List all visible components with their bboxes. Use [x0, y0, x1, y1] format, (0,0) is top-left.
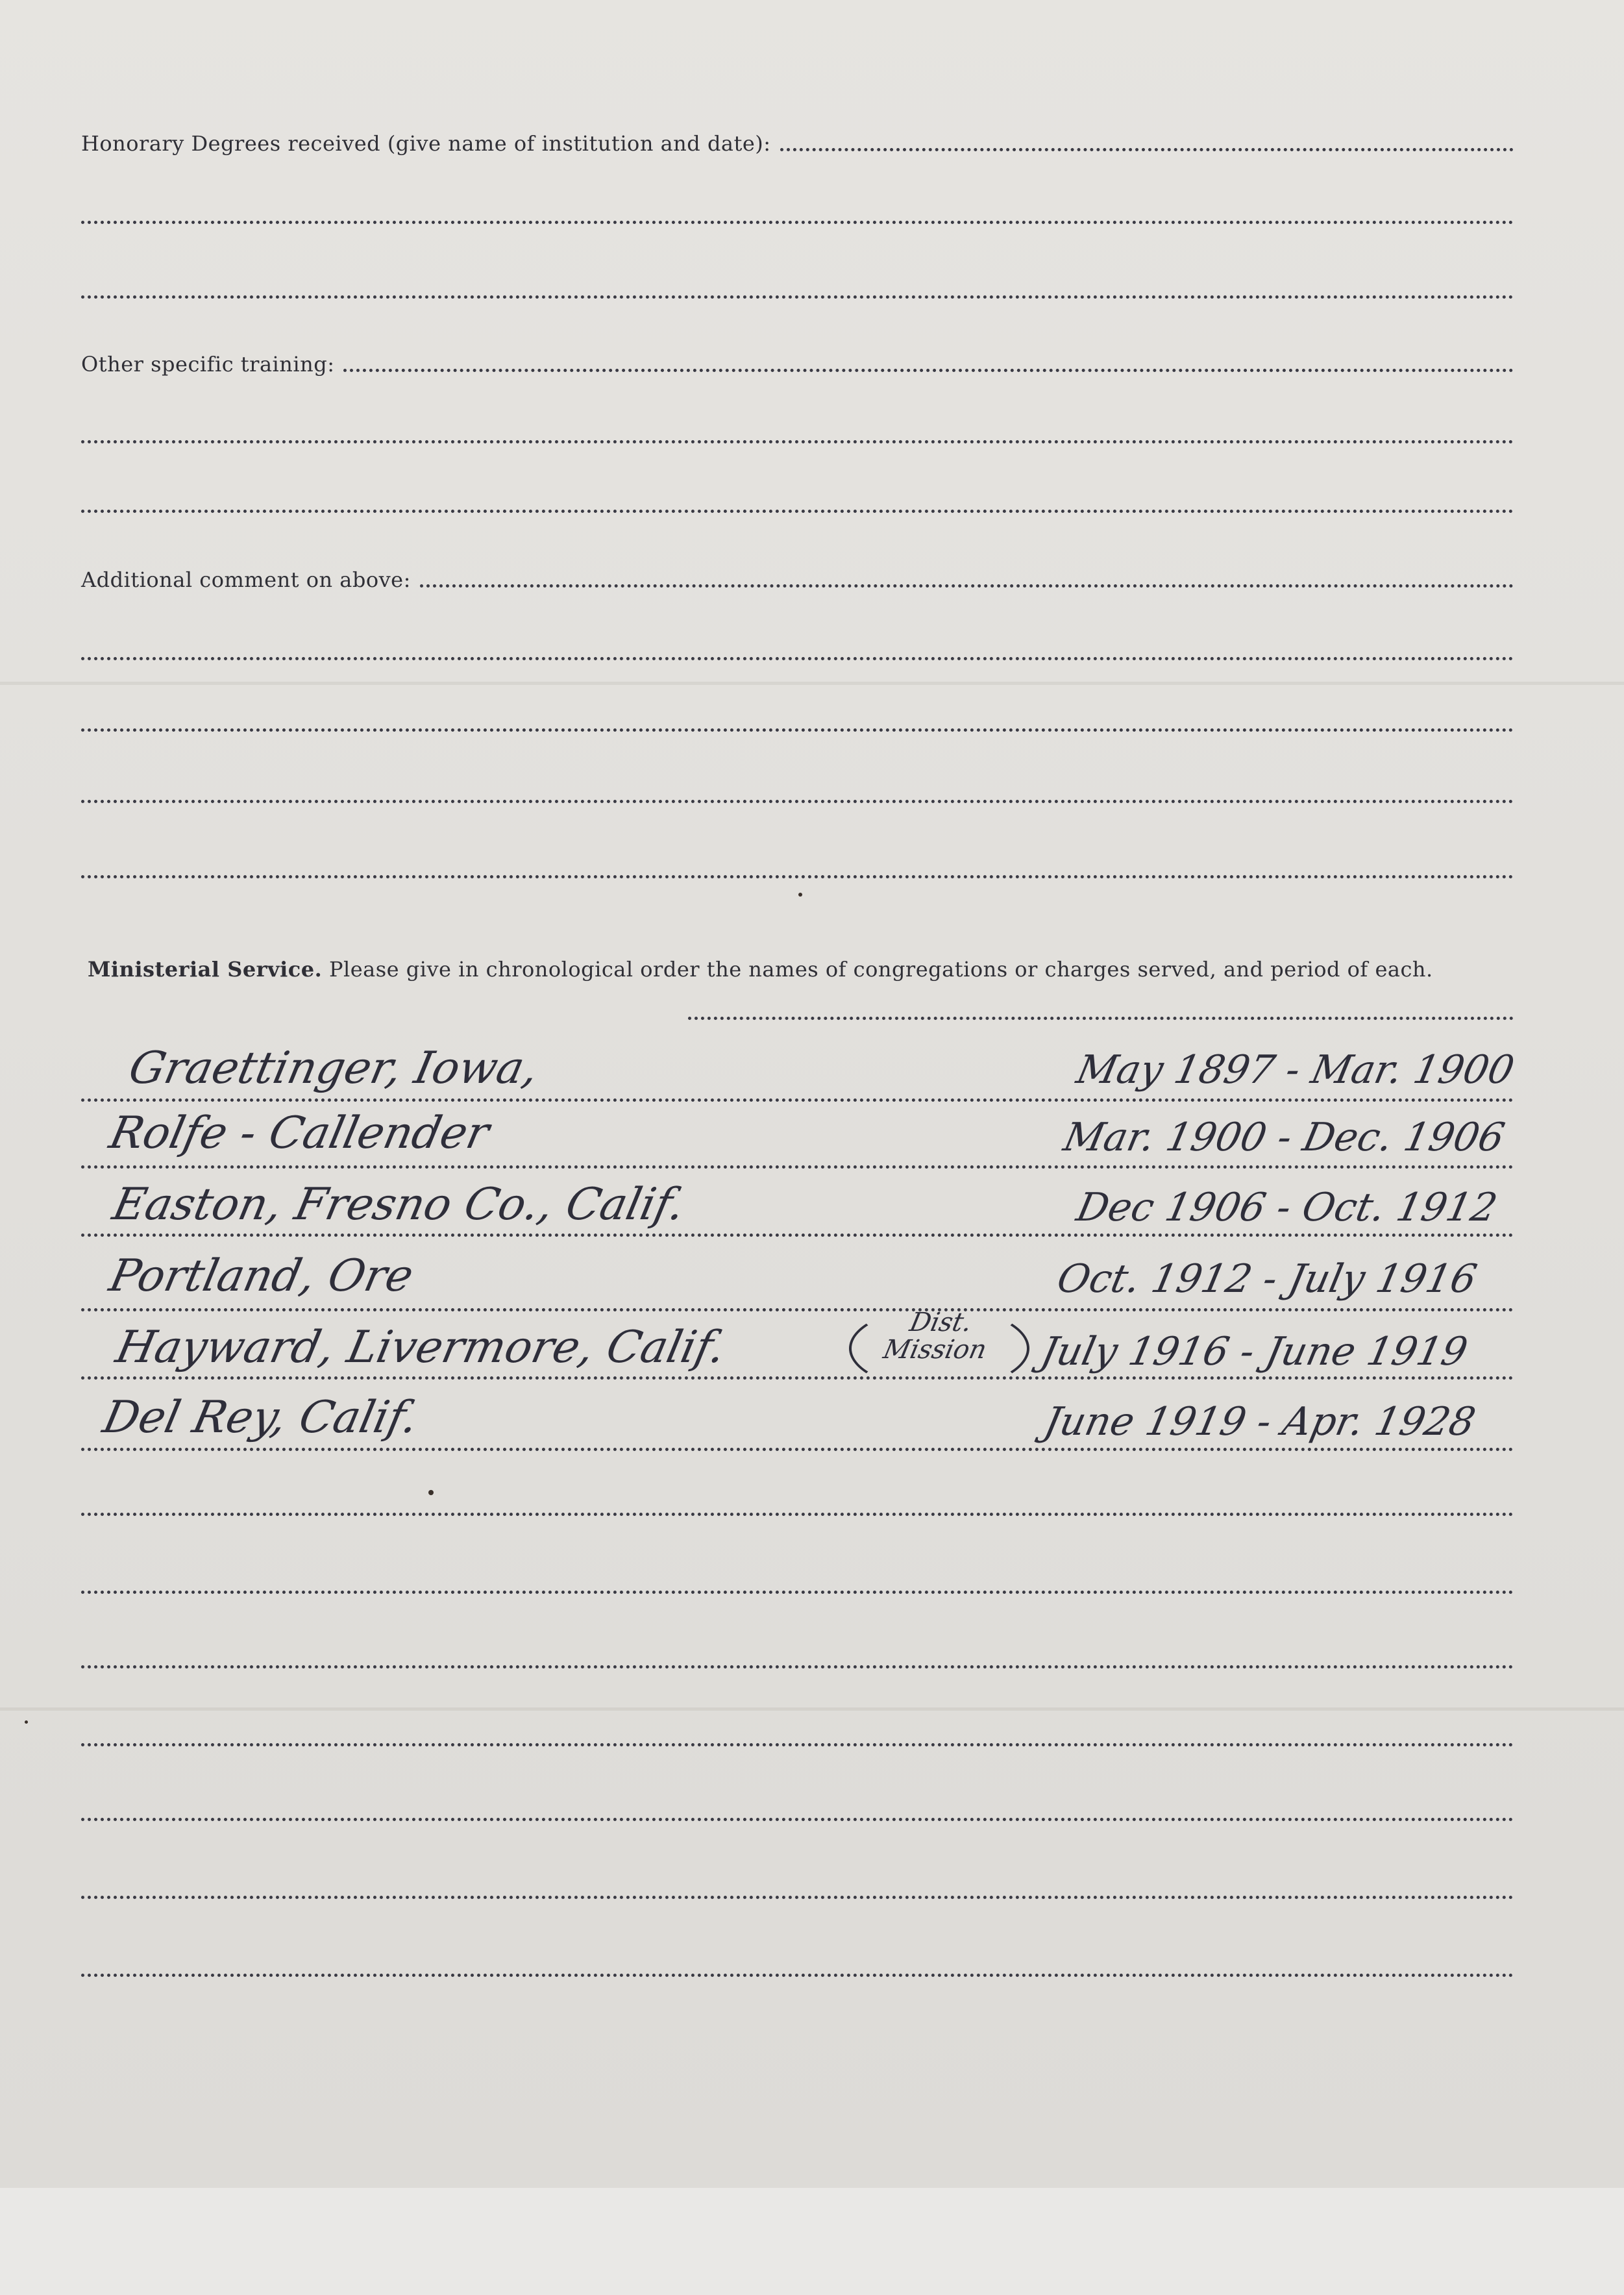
- honorary-degrees-line-3[interactable]: [81, 295, 1514, 299]
- handwritten-period: June 1919 - Apr. 1928: [1040, 1399, 1480, 1445]
- other-training-line-2[interactable]: [81, 440, 1514, 443]
- additional-comment-label: Additional comment on above:: [81, 567, 411, 592]
- handwritten-note: Dist. Mission: [880, 1308, 990, 1365]
- ministerial-line-10[interactable]: [81, 1743, 1514, 1746]
- ministerial-service-heading: Ministerial Service.: [88, 957, 323, 982]
- ministerial-service-instruction: Please give in chronological order the names of congregations or charges served, and period of each.: [328, 957, 1433, 982]
- additional-comment-line-2[interactable]: [81, 657, 1514, 660]
- handwritten-place: Del Rey, Calif.: [98, 1392, 423, 1443]
- handwritten-period: Oct. 1912 - July 1916: [1053, 1256, 1481, 1302]
- ministerial-line-6[interactable]: [81, 1448, 1514, 1451]
- handwritten-period: Mar. 1900 - Dec. 1906: [1059, 1115, 1509, 1160]
- handwritten-period: Dec 1906 - Oct. 1912: [1072, 1185, 1501, 1230]
- honorary-degrees-label: Honorary Degrees received (give name of institution and date):: [81, 131, 771, 156]
- ministerial-service-instructions: [88, 947, 1516, 992]
- other-training-label: Other specific training:: [81, 352, 335, 377]
- ministerial-line-7[interactable]: [81, 1513, 1514, 1516]
- paper-speck: [428, 1490, 434, 1495]
- paper-fold: [0, 682, 1624, 685]
- additional-comment-row: [81, 569, 1514, 590]
- paper-speck: [798, 893, 802, 897]
- ministerial-line-2[interactable]: [81, 1165, 1514, 1169]
- ministerial-line-5[interactable]: [81, 1376, 1514, 1380]
- handwritten-place: Graettinger, Iowa,: [124, 1043, 543, 1094]
- ministerial-line-1[interactable]: [81, 1098, 1514, 1102]
- additional-comment-field[interactable]: [420, 584, 1514, 588]
- handwritten-place: Portland, Ore: [105, 1250, 418, 1302]
- other-training-line-3[interactable]: [81, 510, 1514, 513]
- ministerial-line-12[interactable]: [81, 1896, 1514, 1899]
- additional-comment-line-3[interactable]: [81, 728, 1514, 732]
- ministerial-line-11[interactable]: [81, 1818, 1514, 1821]
- paper-speck: [25, 1720, 28, 1724]
- handwritten-place: Rolfe - Callender: [105, 1108, 494, 1159]
- honorary-degrees-field[interactable]: [780, 148, 1514, 151]
- honorary-degrees-line-2[interactable]: [81, 221, 1514, 224]
- ministerial-line-0[interactable]: [688, 1017, 1514, 1020]
- handwritten-place: Easton, Fresno Co., Calif.: [108, 1179, 690, 1230]
- handwritten-period: May 1897 - Mar. 1900: [1072, 1047, 1518, 1093]
- additional-comment-line-4[interactable]: [81, 800, 1514, 803]
- handwritten-place: Hayward, Livermore, Calif.: [111, 1322, 730, 1373]
- ministerial-line-8[interactable]: [81, 1591, 1514, 1594]
- ministerial-line-4[interactable]: [81, 1308, 1514, 1311]
- ministerial-line-9[interactable]: [81, 1665, 1514, 1669]
- other-training-row: [81, 354, 1514, 375]
- handwritten-period: July 1916 - June 1919: [1037, 1329, 1472, 1374]
- honorary-degrees-row: [81, 133, 1514, 154]
- paper-fold: [0, 1707, 1624, 1711]
- additional-comment-line-5[interactable]: [81, 875, 1514, 878]
- other-training-field[interactable]: [343, 369, 1514, 372]
- ministerial-line-13[interactable]: [81, 1974, 1514, 1977]
- ministerial-line-3[interactable]: [81, 1234, 1514, 1237]
